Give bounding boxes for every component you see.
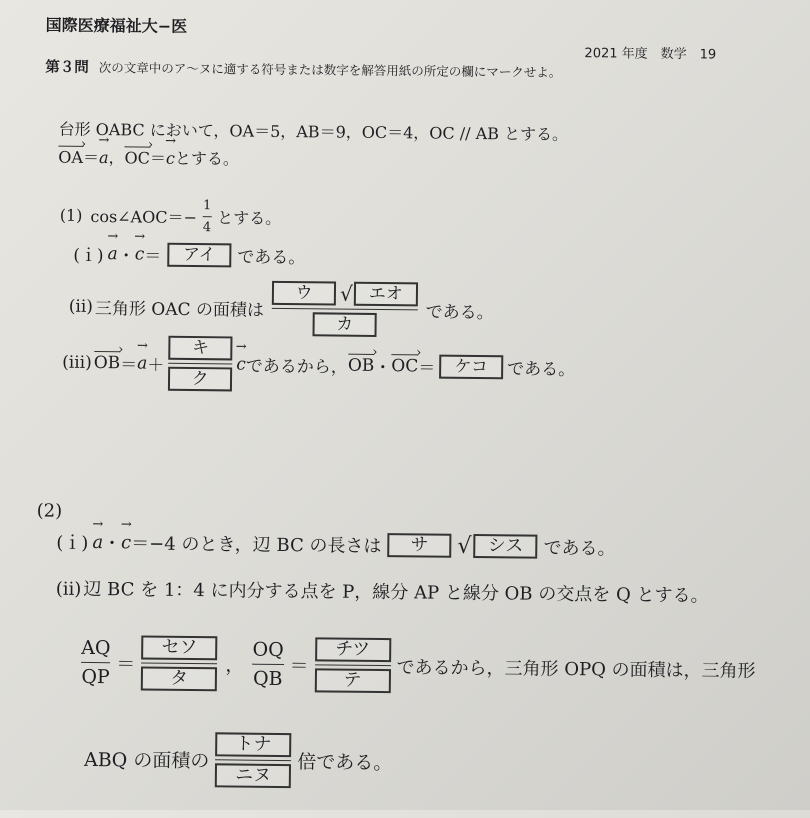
oq-label: OQ — [252, 638, 284, 662]
fraction-bar — [203, 216, 211, 217]
answer-box-sa[interactable]: サ — [387, 533, 451, 558]
equals-sign: ＝ — [289, 655, 309, 678]
answer-box-keko[interactable]: ケコ — [439, 354, 503, 379]
vector-a: → a — [99, 148, 109, 167]
fraction-bar — [81, 662, 110, 663]
part1-iii-label: (ⅲ) — [62, 352, 92, 373]
part2-ii-text: 辺 BC を 1：4 に内分する点を P，線分 AP と線分 OB の交点を Q とする。 — [83, 578, 709, 607]
aq-qp-answer-fraction — [141, 636, 218, 692]
equals-sign: ＝ — [120, 355, 138, 376]
answer-box-ai[interactable]: アイ — [167, 242, 231, 267]
dot-operator: ・ — [102, 533, 122, 555]
part2-i-suffix: である。 — [543, 537, 616, 560]
equals-sign: ＝ — [82, 147, 100, 168]
part1-ii-suffix: である。 — [425, 302, 494, 324]
answer-box-ta[interactable]: タ — [141, 667, 217, 692]
equals-sign: ＝ — [116, 653, 136, 676]
setup-line-2 — [58, 145, 239, 170]
vector-oc: OC › — [391, 356, 418, 376]
aq-qp-fraction — [81, 637, 111, 688]
area-ratio-line — [84, 731, 393, 789]
answer-box-ki[interactable]: キ — [168, 336, 232, 361]
answer-box-tona[interactable]: トナ — [215, 732, 291, 757]
ratio-line-text: であるから，三角形 OPQ の面積は，三角形 — [396, 656, 756, 682]
part1-iii-mid: であるから， — [245, 356, 348, 378]
part1-cos-line — [60, 197, 282, 236]
cos-fraction — [203, 198, 212, 235]
vector-ob: OB › — [94, 353, 121, 373]
sqrt-symbol: √ — [457, 533, 472, 559]
vector-a: → a — [137, 353, 147, 373]
area-numerator — [272, 281, 418, 307]
part1-i-line — [73, 241, 305, 268]
cos-suffix: とする。 — [217, 208, 282, 228]
answer-box-te[interactable]: テ — [314, 668, 390, 693]
fraction-bar — [215, 759, 291, 761]
setup-line-1: 台形 OABC において，OA＝5，AB＝9，OC＝4，OC // AB とする。 — [58, 119, 569, 144]
part2-label: (2) — [36, 500, 63, 522]
qb-label: QB — [252, 667, 283, 690]
answer-box-ka[interactable]: カ — [313, 312, 377, 337]
vector-oc: OC › — [125, 148, 151, 167]
part1-i-suffix: である。 — [237, 247, 306, 269]
sqrt-symbol: √ — [339, 281, 353, 306]
oq-qb-answer-fraction — [314, 637, 391, 693]
part2-ii-line — [56, 575, 709, 608]
setup-suffix: とする。 — [174, 148, 240, 169]
part1-i-label: (ｉ) — [73, 245, 104, 267]
part1-ii-label: (ⅱ) — [68, 296, 94, 317]
aq-label: AQ — [81, 636, 111, 660]
comma: ， — [108, 148, 125, 168]
part1-ii-line — [69, 279, 494, 338]
year-subject: 2021 年度 数学 19 — [584, 46, 717, 63]
question-heading — [45, 55, 561, 81]
part1-iii-line — [62, 335, 576, 395]
part2-i-text: ＝−4 のとき，辺 BC の長さは — [131, 533, 382, 558]
answer-box-ku[interactable]: ク — [168, 367, 232, 392]
qp-label: QP — [81, 665, 110, 689]
part1-label: (1) — [59, 205, 83, 225]
dot-operator: ・ — [374, 357, 392, 379]
fraction-bar — [315, 664, 391, 666]
vector-ob: OB › — [348, 355, 375, 375]
answer-box-chitsu[interactable]: チツ — [315, 637, 391, 662]
fraction-denominator: 4 — [202, 220, 212, 236]
vector-a: → a — [108, 244, 118, 264]
vector-c: → c — [135, 244, 145, 264]
question-number: 第３問 — [45, 59, 89, 76]
question-instruction: 次の文章中のア〜ヌに適する符号または数字を解答用紙の所定の欄にマークせよ。 — [98, 60, 562, 80]
fraction-bar — [272, 308, 418, 311]
vector-c: → c — [236, 354, 246, 374]
fraction-bar — [252, 664, 283, 665]
fraction-numerator: 1 — [202, 198, 212, 214]
equals-sign: ＝ — [144, 246, 162, 267]
answer-box-u[interactable]: ウ — [272, 281, 336, 306]
oq-qb-fraction — [252, 639, 284, 690]
vector-c: → c — [166, 149, 175, 168]
equals-sign: ＝ — [418, 358, 436, 379]
school-name: 国際医療福祉大−医 — [45, 15, 188, 36]
vector-a: → a — [92, 531, 103, 552]
area-ratio-suffix: 倍である。 — [297, 751, 393, 775]
equals-sign: ＝ — [149, 148, 167, 168]
area-ratio-fraction — [215, 732, 292, 788]
plus-sign: ＋ — [147, 355, 165, 376]
cos-expression: cos∠AOC＝− — [90, 206, 198, 228]
dot-operator: ・ — [117, 246, 135, 267]
answer-box-ninu[interactable]: ニヌ — [215, 763, 291, 788]
part2-ii-label: (ⅱ) — [55, 578, 82, 600]
ob-coefficient-fraction — [168, 336, 233, 392]
answer-box-eo[interactable]: エオ — [354, 282, 418, 307]
abq-text: ABQ の面積の — [83, 748, 210, 773]
part1-iii-suffix: である。 — [507, 359, 576, 381]
answer-box-seso[interactable]: セソ — [141, 636, 217, 661]
fraction-bar — [141, 663, 217, 665]
ratio-line — [81, 635, 756, 697]
fraction-bar — [168, 363, 232, 365]
part2-i-label: (ｉ) — [56, 532, 89, 554]
vector-oa: OA › — [58, 148, 83, 167]
area-fraction — [272, 281, 418, 338]
comma: ， — [225, 654, 245, 677]
vector-c: → c — [121, 532, 131, 553]
part1-ii-text: 三角形 OAC の面積は — [94, 299, 265, 321]
answer-box-shisu[interactable]: シス — [473, 534, 537, 559]
part2-i-line — [56, 529, 615, 561]
